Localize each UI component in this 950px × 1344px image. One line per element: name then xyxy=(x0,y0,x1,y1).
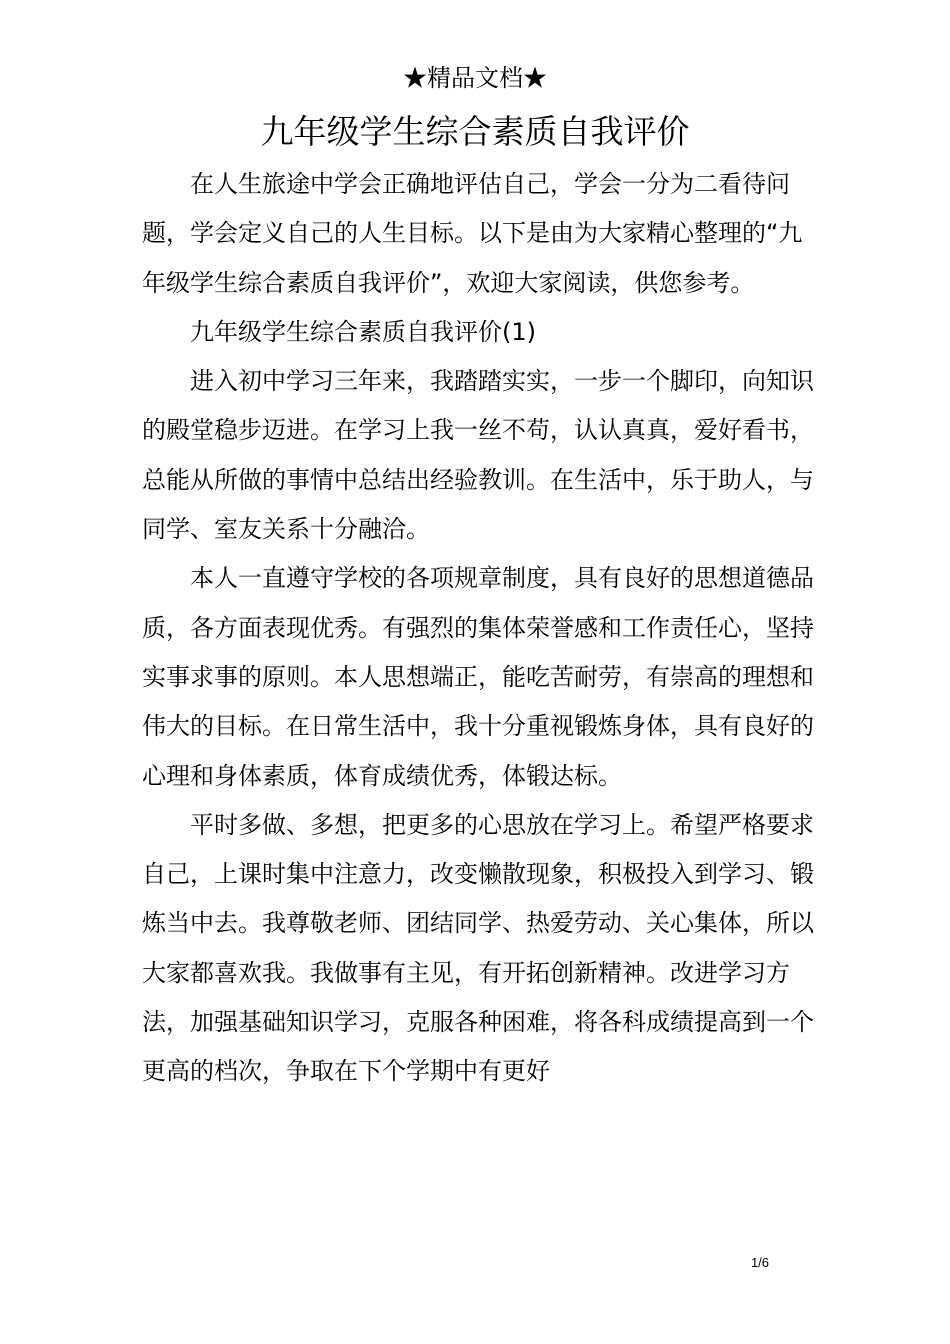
paragraph-study: 进入初中学习三年来，我踏踏实实，一步一个脚印，向知识的殿堂稳步迈进。在学习上我一丝不苟，认认真真，爱好看书，总能从所做的事情中总结出经验教训。在生活中，乐于助人，与同学、室友关系十分融洽。 xyxy=(142,367,814,544)
page-number: 1/6 xyxy=(750,1255,770,1270)
page-header: ★精品文档★ xyxy=(403,64,547,92)
document-body xyxy=(142,160,814,1097)
paragraph-plan: 平时多做、多想，把更多的心思放在学习上。希望严格要求自己，上课时集中注意力，改变懒散现象，积极投入到学习、锻炼当中去。我尊敬老师、团结同学、热爱劳动、关心集体，所以大家都喜欢我。我做事有主见，有开拓创新精神。改进学习方法，加强基础知识学习，克服各种困难，将各科成绩提高到一个更高的档次，争取在下个学期中有更好 xyxy=(142,810,814,1086)
paragraph-conduct: 本人一直遵守学校的各项规章制度，具有良好的思想道德品质，各方面表现优秀。有强烈的集体荣誉感和工作责任心，坚持实事求事的原则。本人思想端正，能吃苦耐劳，有崇高的理想和伟大的目标。在日常生活中，我十分重视锻炼身体，具有良好的心理和身体素质，体育成绩优秀，体锻达标。 xyxy=(142,564,814,790)
section-heading: 九年级学生综合素质自我评价(1) xyxy=(190,317,536,346)
paragraph-intro: 在人生旅途中学会正确地评估自己，学会一分为二看待问题，学会定义自己的人生目标。以下是由为大家精心整理的“九年级学生综合素质自我评价”，欢迎大家阅读，供您参考。 xyxy=(142,170,803,297)
document-title: 九年级学生综合素质自我评价 xyxy=(260,112,690,151)
